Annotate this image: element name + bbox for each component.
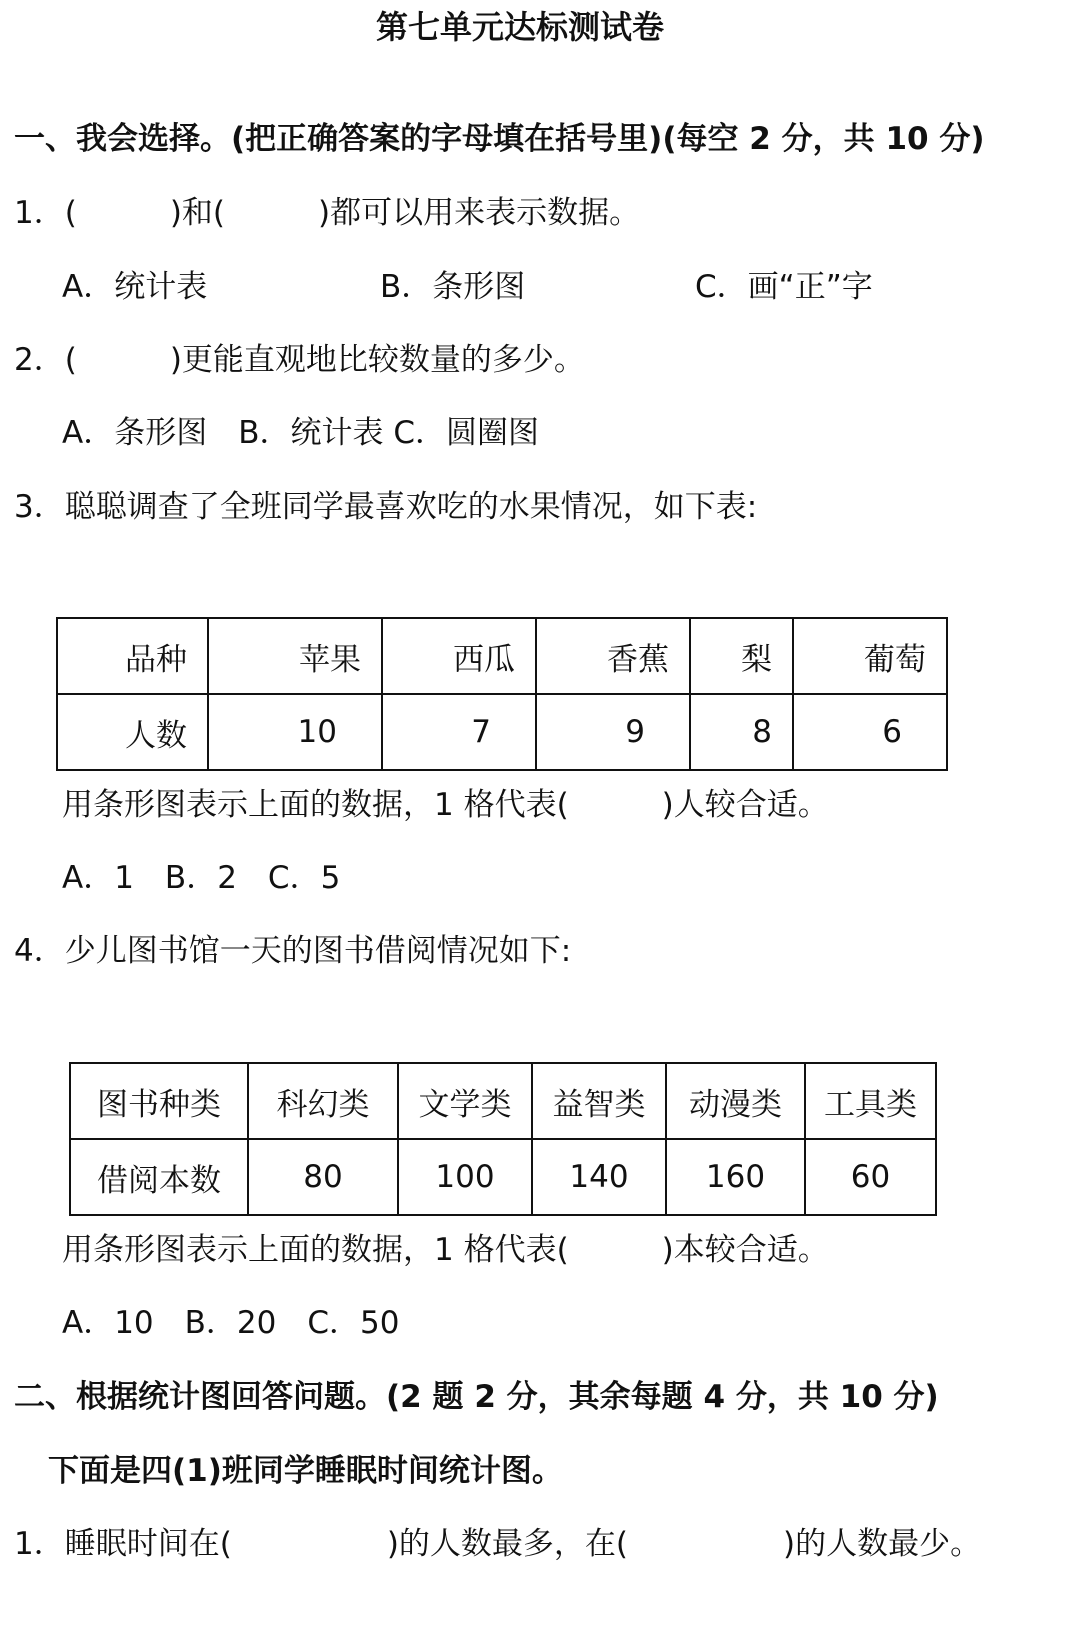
table-row [70, 1139, 936, 1215]
question-4-stem: 4．少儿图书馆一天的图书借阅情况如下: [14, 933, 572, 969]
table-cell: 人数 [57, 694, 208, 770]
table-header-cell: 图书种类 [70, 1063, 248, 1139]
table-cell: 100 [398, 1139, 532, 1215]
table-header-cell: 品种 [57, 618, 208, 694]
table-cell: 60 [805, 1139, 936, 1215]
table-cell: 160 [666, 1139, 805, 1215]
question-3-stem: 3．聪聪调查了全班同学最喜欢吃的水果情况，如下表: [14, 489, 758, 525]
question-2-options: A．条形图 B．统计表 C．圆圈图 [62, 415, 539, 451]
library-table [69, 1062, 937, 1216]
table-row [70, 1063, 936, 1139]
question-1-stem: 1．( )和( )都可以用来表示数据。 [14, 195, 641, 231]
table-cell: 140 [532, 1139, 666, 1215]
table-header-cell: 益智类 [532, 1063, 666, 1139]
table-cell: 9 [536, 694, 690, 770]
table-header-cell: 西瓜 [382, 618, 536, 694]
question-2-stem: 2．( )更能直观地比较数量的多少。 [14, 342, 585, 378]
section-1-heading: 一、我会选择。(把正确答案的字母填在括号里)(每空 2 分，共 10 分) [14, 121, 985, 157]
question-1-option-c: C．画“正”字 [695, 269, 873, 305]
table-header-cell: 梨 [690, 618, 793, 694]
question-3-follow: 用条形图表示上面的数据，1 格代表( )人较合适。 [62, 787, 829, 823]
question-4-options: A．10 B．20 C．50 [62, 1305, 400, 1341]
table-cell: 80 [248, 1139, 398, 1215]
table-header-cell: 动漫类 [666, 1063, 805, 1139]
table-header-cell: 工具类 [805, 1063, 936, 1139]
section-2-intro: 下面是四(1)班同学睡眠时间统计图。 [48, 1453, 563, 1489]
table-cell: 10 [208, 694, 382, 770]
section-2-question-1: 1．睡眠时间在( )的人数最多，在( )的人数最少。 [14, 1526, 982, 1562]
table-header-cell: 苹果 [208, 618, 382, 694]
question-1-option-b: B．条形图 [380, 269, 526, 305]
question-1-option-a: A．统计表 [62, 269, 208, 305]
table-row [57, 618, 947, 694]
page-title: 第七单元达标测试卷 [375, 8, 664, 46]
table-cell: 6 [793, 694, 947, 770]
question-4-follow: 用条形图表示上面的数据，1 格代表( )本较合适。 [62, 1232, 829, 1268]
question-3-options: A．1 B．2 C．5 [62, 860, 341, 896]
section-2-heading: 二、根据统计图回答问题。(2 题 2 分，其余每题 4 分，共 10 分) [14, 1379, 939, 1415]
table-header-cell: 葡萄 [793, 618, 947, 694]
table-header-cell: 香蕉 [536, 618, 690, 694]
table-cell: 7 [382, 694, 536, 770]
table-cell: 借阅本数 [70, 1139, 248, 1215]
table-header-cell: 文学类 [398, 1063, 532, 1139]
table-cell: 8 [690, 694, 793, 770]
table-header-cell: 科幻类 [248, 1063, 398, 1139]
fruit-table [56, 617, 948, 771]
table-row [57, 694, 947, 770]
